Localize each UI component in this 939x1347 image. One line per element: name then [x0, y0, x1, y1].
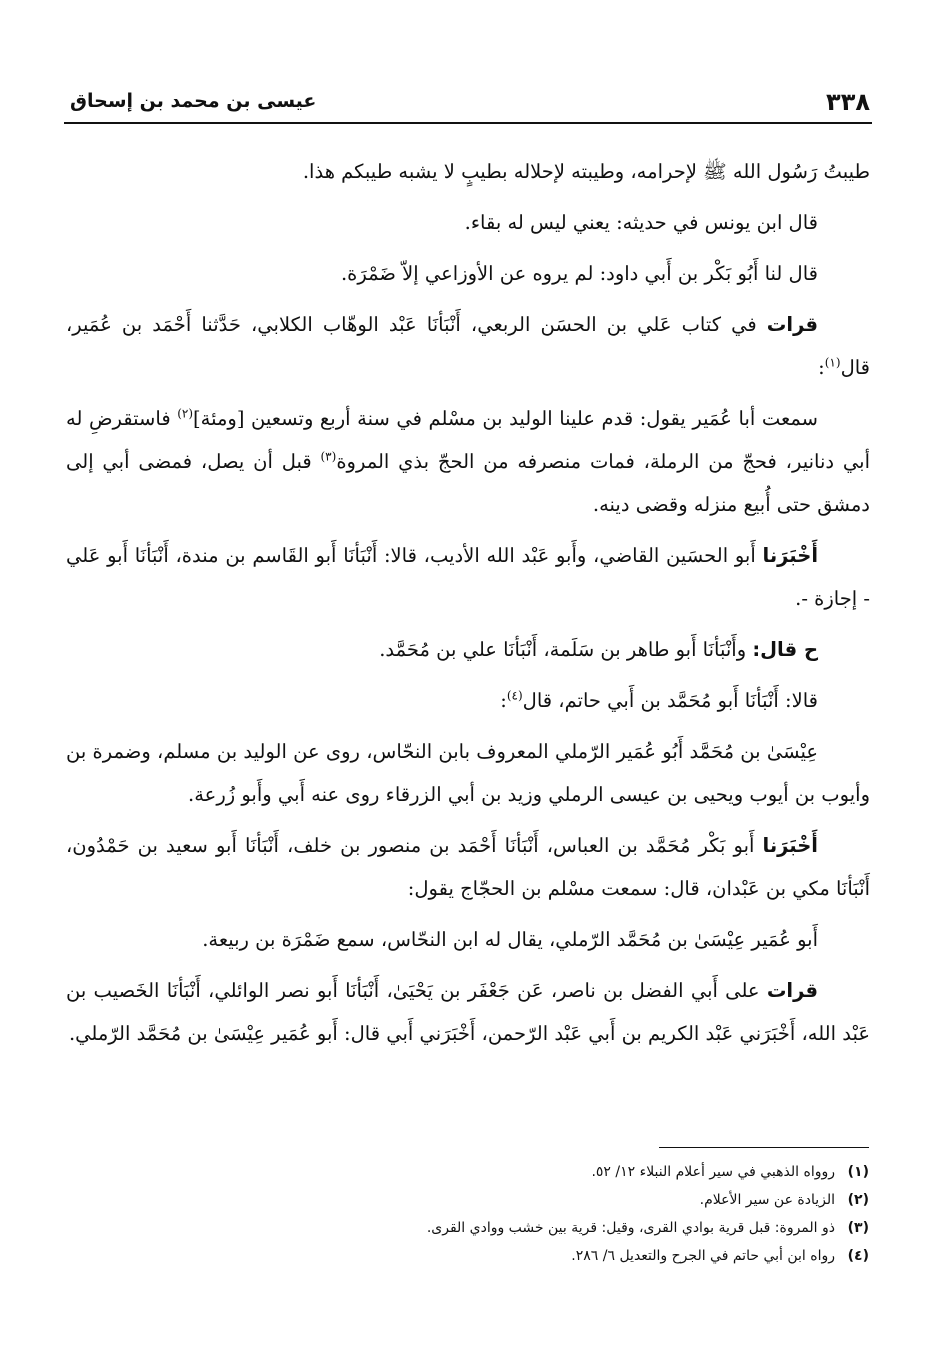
footnote-text: الزيادة عن سير الأعلام. — [699, 1192, 835, 1208]
paragraph: طيبتُ رَسُول الله ﷺ لإحرامه، وطيبته لإحلاله بطيبٍ لا يشبه طيبكم هذا. — [302, 160, 870, 183]
paragraph: قال لنا أَبُو بَكْر بن أَبي داود: لم يروه عن الأوزاعي إلاّ ضَمْرَة. — [340, 262, 818, 285]
footnote-divider — [659, 1147, 869, 1148]
footnote — [69, 1242, 869, 1270]
footnote — [69, 1158, 869, 1186]
footnotes — [69, 1158, 869, 1270]
paragraph: عِيْسَىٰ بن مُحَمَّد أَبُو عُمَير الرّملي المعروف بابن النحّاس، روى عن الوليد بن مسلم، وضمرة بن وأيوب بن أيوب ويحيى بن عيسى الرملي وزيد بن أبي الزرقاء روى عنه أَبي وأَبو زُرعة. — [66, 740, 870, 806]
footnote — [69, 1186, 869, 1214]
paragraph-lead-word: أَخْبَرَنا — [762, 544, 819, 567]
paragraph: سمعت أبا عُمَير يقول: قدم علينا الوليد بن مسْلم في سنة أربع وتسعين [ومئة]$^{(٢)}$ فاستقرضِ له أبي دنانير، فحجّ من الرملة، فمات منصرفه من الحجّ بذي المروة$^{(٣)}$ قبل أن يصل، فمضى أبي إلى دمشق حتى أُبيع منزله وقضى دينه. — [66, 406, 870, 516]
paragraph: قالا: أَنْبَأنَا أَبو مُحَمَّد بن أَبي حاتم، قال$^{(٤)}$: — [500, 688, 818, 712]
page-number: ٣٣٨ — [826, 88, 870, 116]
footnote-text: روواه الذهبي في سير أعلام النبلاء ١٢/ ٥٢. — [591, 1164, 835, 1180]
paragraph: أَخْبَرَنا أَبو الحسَين القاضي، وأَبو عَبْد الله الأديب، قالا: أَنْبَأنَا أَبو القَاسم بن مندة، أَنْبَأنَا أَبو عَلي - إجازة -. — [66, 544, 870, 610]
paragraph: قرات على أَبي الفضل بن ناصر، عَن جَعْفَر بن يَحْيَىٰ، أَنْبَأنَا أَبو نصر الوائلي، أَنْبَأنَا الخَصيب بن عَبْد الله، أَخْبَرَني عَبْد الكريم بن أَبي عَبْد الرّحمن، أَخْبَرَني أَبي قال: أَبو عُمَير عِيْسَىٰ بن مُحَمَّد الرّملي. — [66, 979, 870, 1045]
footnote-ref: (١) — [824, 355, 841, 370]
paragraph: قال ابن يونس في حديثه: يعني ليس له بقاء. — [464, 211, 818, 234]
paragraph: أَخْبَرَنا أَبو بَكْر مُحَمَّد بن العباس، أَنْبَأنَا أَحْمَد بن منصور بن خلف، أَنْبَأنَا أَبو سعيد بن حَمْدُون، أَنْبَأنَا مكي بن عَبْدان، قال: سمعت مسْلم بن الحجّاج يقول: — [66, 834, 870, 900]
running-head: عيسى بن محمد بن إسحاق — [70, 90, 317, 112]
paragraph: أَبو عُمَير عِيْسَىٰ بن مُحَمَّد الرّملي، يقال له ابن النحّاس، سمع ضَمْرَة بن ربيعة. — [202, 928, 818, 951]
paragraph: قرات في كتاب عَلي بن الحسَن الربعي، أَنْبَأنَا عَبْد الوهّاب الكلابي، حَدَّثنا أَحْمَد بن عُمَير، قال$^{(١)}$: — [66, 313, 870, 379]
footnote-ref: (٣) — [320, 449, 337, 464]
paragraph-lead-word: ح قال: — [752, 638, 818, 661]
paragraph: ح قال: وأَنْبَأنَا أَبو طاهر بن سَلَمة، أَنْبَأنَا علي بن مُحَمَّد. — [379, 638, 818, 661]
footnote-number: (٢) — [847, 1192, 869, 1208]
footnote — [69, 1214, 869, 1242]
paragraph-lead-word: أَخْبَرَنا — [762, 834, 818, 857]
page-header — [70, 82, 870, 122]
footnote-ref: (٤) — [506, 688, 523, 703]
footnote-number: (٣) — [847, 1220, 869, 1236]
footnote-number: (٤) — [847, 1248, 869, 1264]
footnote-ref: (٢) — [177, 406, 194, 421]
paragraph-lead-word: قرات — [766, 313, 818, 336]
paragraph-lead-word: قرات — [766, 979, 818, 1002]
body-text — [66, 150, 870, 1063]
header-divider — [64, 122, 872, 124]
footnote-number: (١) — [847, 1164, 869, 1180]
footnote-text: رواه ابن أبي حاتم في الجرح والتعديل ٦/ ٢٨٦. — [571, 1248, 835, 1264]
footnote-text: ذو المروة: قبل قرية بوادي القرى، وقيل: قرية بين خشب ووادي القرى. — [426, 1220, 835, 1236]
